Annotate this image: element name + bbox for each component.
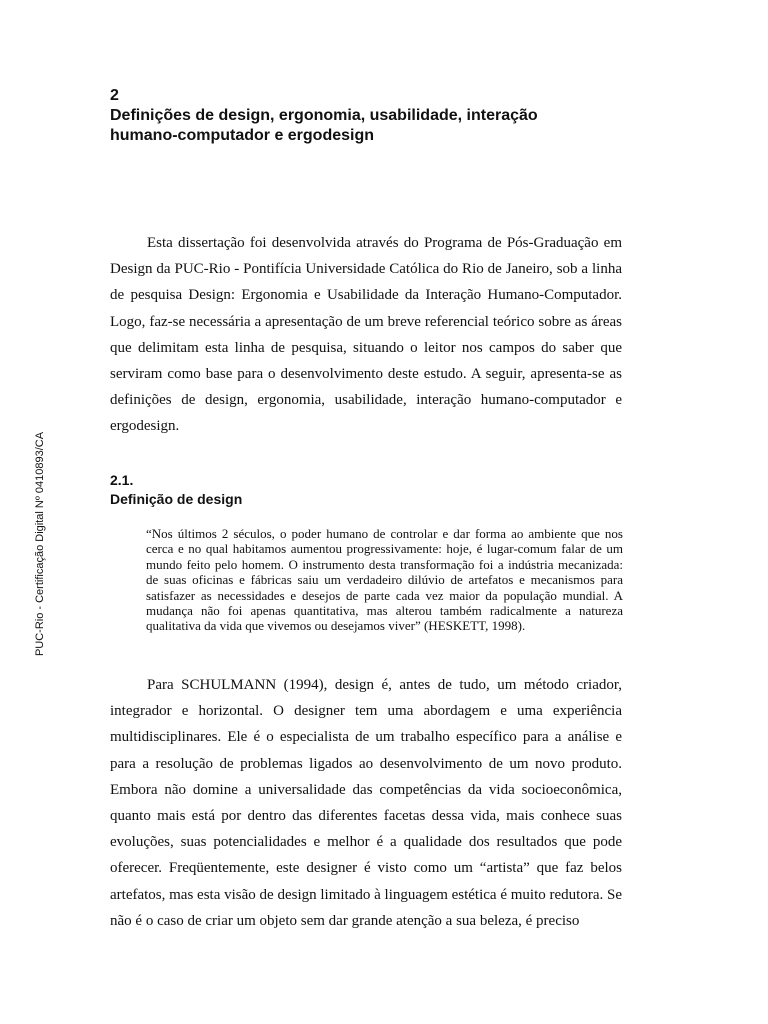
certification-side-note: [32, 430, 48, 658]
chapter-title-line-1: Definições de design, ergonomia, usabilidade, interação: [110, 107, 538, 124]
chapter-number: 2: [110, 87, 119, 104]
section-title: Definição de design: [110, 491, 243, 507]
certification-text: PUC-Rio - Certificação Digital Nº 0410893/CA: [34, 431, 47, 657]
section-heading: [110, 471, 242, 509]
chapter-heading: [110, 86, 650, 146]
block-quote: “Nos últimos 2 séculos, o poder humano de controlar e dar forma ao ambiente que nos cerca e no qual habitamos aumentou progressivamente: hoje, é lugar-comum falar de um mundo feito pelo homem. O instrumento desta transformação foi a indústria mecanizada: de suas oficinas e fábricas saiu um verdadeiro dilúvio de artefatos e mecanismos para satisfazer as necessidades e desejos de parte cada vez maior da população mundial. A mudança não foi apenas quantitativa, mas alterou também radicalmente a natureza qualitativa da vida que vivemos ou desejamos viver” (HESKETT, 1998).: [146, 526, 623, 634]
section-number: 2.1.: [110, 472, 134, 488]
chapter-title-line-2: humano-computador e ergodesign: [110, 127, 375, 144]
schulmann-paragraph: Para SCHULMANN (1994), design é, antes de tudo, um método criador, integrador e horizontal. O designer tem uma abordagem e uma experiência multidisciplinares. Ele é o especialista de um trabalho específico para a análise e para a resolução de problemas ligados ao desenvolvimento de um novo produto. Embora não domine a universalidade das competências da vida socioeconômica, quanto mais está por dentro das diferentes facetas dessa vida, mais conhece suas evoluções, suas potencialidades e melhor é a qualidade dos resultados que pode oferecer. Freqüentemente, este designer é visto como um “artista” que faz belos artefatos, mas esta visão de design limitado à linguagem estética é muito redutora. Se não é o caso de criar um objeto sem dar grande atenção a sua beleza, é preciso: [110, 677, 622, 929]
intro-paragraph: Esta dissertação foi desenvolvida através do Programa de Pós-Graduação em Design da PUC-Rio - Pontifícia Universidade Católica do Rio de Janeiro, sob a linha de pesquisa Design: Ergonomia e Usabilidade da Interação Humano-Computador. Logo, faz-se necessária a apresentação de um breve referencial teórico sobre as áreas que delimitam esta linha de pesquisa, situando o leitor nos campos do saber que serviram como base para o desenvolvimento deste estudo. A seguir, apresenta-se as definições de design, ergonomia, usabilidade, interação humano-computador e ergodesign.: [110, 235, 622, 435]
